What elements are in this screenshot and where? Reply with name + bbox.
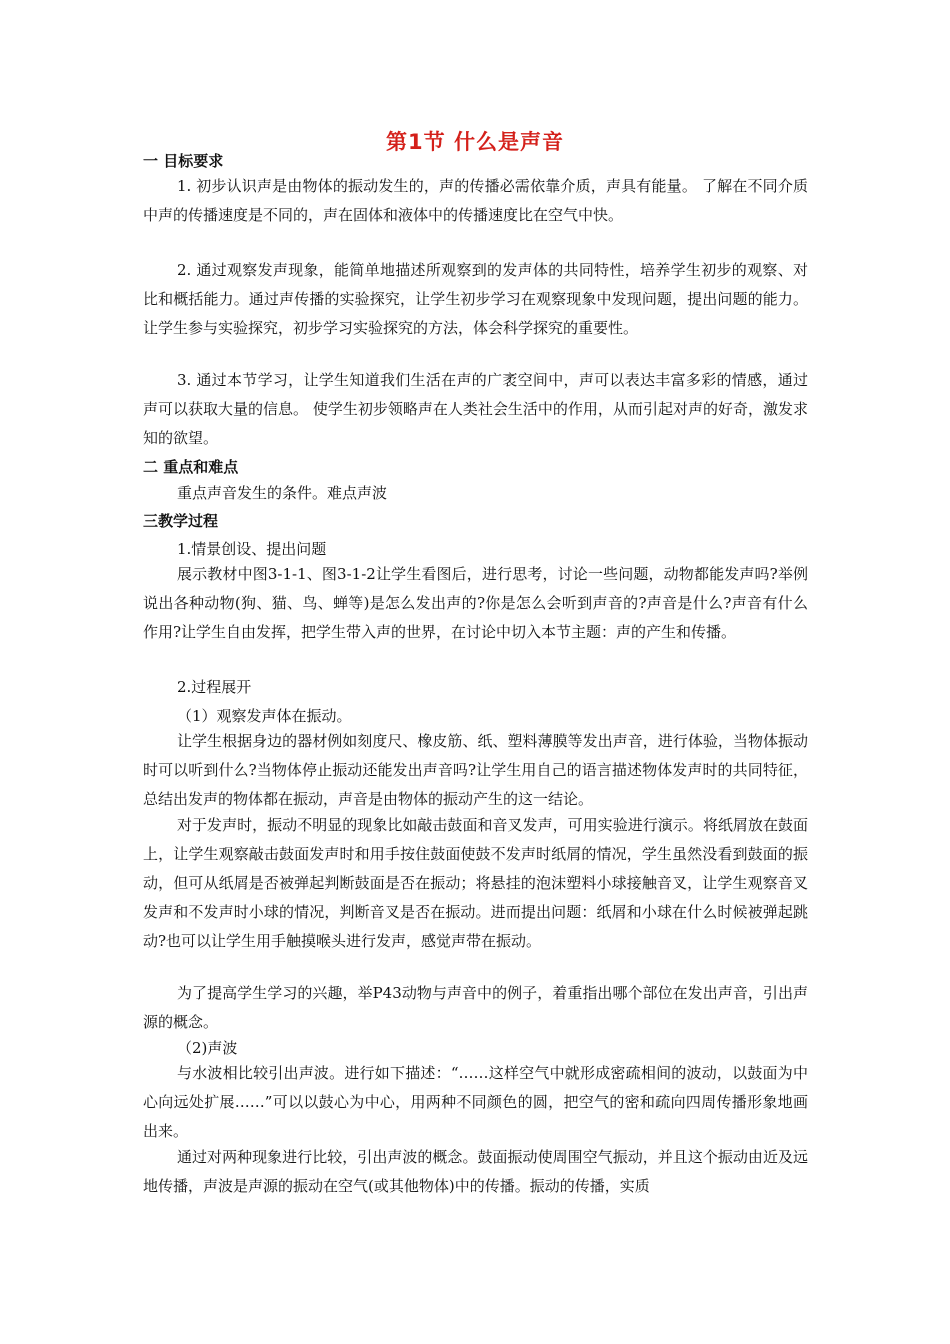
goal-paragraph-1: 1. 初步认识声是由物体的振动发生的，声的传播必需依靠介质，声具有能量。 了解在不同介质中声的传播速度是不同的，声在固体和液体中的传播速度比在空气中快。 — [143, 177, 808, 224]
section-heading-goals: 一 目标要求 — [143, 152, 224, 170]
step1-paragraph: 展示教材中图3-1-1、图3-1-2让学生看图后，进行思考，讨论一些问题，动物都能发声吗?举例说出各种动物(狗、猫、鸟、蝉等)是怎么发出声的?你是怎么会听到声音的?声音是什么?声音有什么作用?让学生自由发挥，把学生带入声的世界，在讨论中切入本节主题：声的产生和传播。 — [143, 565, 808, 641]
sub2-paragraph-2: 通过对两种现象进行比较，引出声波的概念。鼓面振动使周围空气振动，并且这个振动由近及远地传播，声波是声源的振动在空气(或其他物体)中的传播。振动的传播，实质 — [143, 1148, 808, 1195]
section-heading-process: 三教学过程 — [143, 512, 219, 530]
goal-paragraph-2: 2. 通过观察发声现象，能简单地描述所观察到的发声体的共同特性，培养学生初步的观察、对比和概括能力。通过声传播的实验探究，让学生初步学习在观察现象中发现问题，提出问题的能力。 让学生参与实验探究，初步学习实验探究的方法，体会科学探究的重要性。 — [143, 261, 808, 337]
sub1-title: （1）观察发声体在振动。 — [177, 707, 352, 725]
goal-paragraph-3: 3. 通过本节学习，让学生知道我们生活在声的广袤空间中，声可以表达丰富多彩的情感，通过声可以获取大量的信息。 使学生初步领略声在人类社会生活中的作用，从而引起对声的好奇，激发求知的欲望。 — [143, 371, 808, 447]
step1-title: 1.情景创设、提出问题 — [177, 540, 327, 558]
sub1-paragraph-3: 为了提高学生学习的兴趣，举P43动物与声音中的例子，着重指出哪个部位在发出声音，引出声源的概念。 — [143, 984, 808, 1031]
page-title: 第1节 什么是声音 — [386, 130, 564, 154]
step2-title: 2.过程展开 — [177, 678, 252, 696]
sub2-title: （2)声波 — [177, 1039, 238, 1057]
sub1-paragraph-2: 对于发声时，振动不明显的现象比如敲击鼓面和音叉发声，可用实验进行演示。将纸屑放在鼓面上，让学生观察敲击鼓面发声时和用手按住鼓面使鼓不发声时纸屑的情况，学生虽然没看到鼓面的振动，但可从纸屑是否被弹起判断鼓面是否在振动；将悬挂的泡沫塑料小球接触音叉，让学生观察音叉发声和不发声时小球的情况，判断音叉是否在振动。进而提出问题：纸屑和小球在什么时候被弹起跳动?也可以让学生用手触摸喉头进行发声，感觉声带在振动。 — [143, 816, 808, 950]
key-points-text: 重点声音发生的条件。难点声波 — [177, 484, 388, 502]
sub2-paragraph-1: 与水波相比较引出声波。进行如下描述：“……这样空气中就形成密疏相间的波动，以鼓面为中心向远处扩展……”可以以鼓心为中心，用两种不同颜色的圆，把空气的密和疏向四周传播形象地画出来。 — [143, 1064, 808, 1140]
section-heading-key-points: 二 重点和难点 — [143, 458, 239, 476]
sub1-paragraph-1: 让学生根据身边的器材例如刻度尺、橡皮筋、纸、塑料薄膜等发出声音，进行体验，当物体振动时可以听到什么?当物体停止振动还能发出声音吗?让学生用自己的语言描述物体发声时的共同特征，总结出发声的物体都在振动，声音是由物体的振动产生的这一结论。 — [143, 732, 808, 808]
